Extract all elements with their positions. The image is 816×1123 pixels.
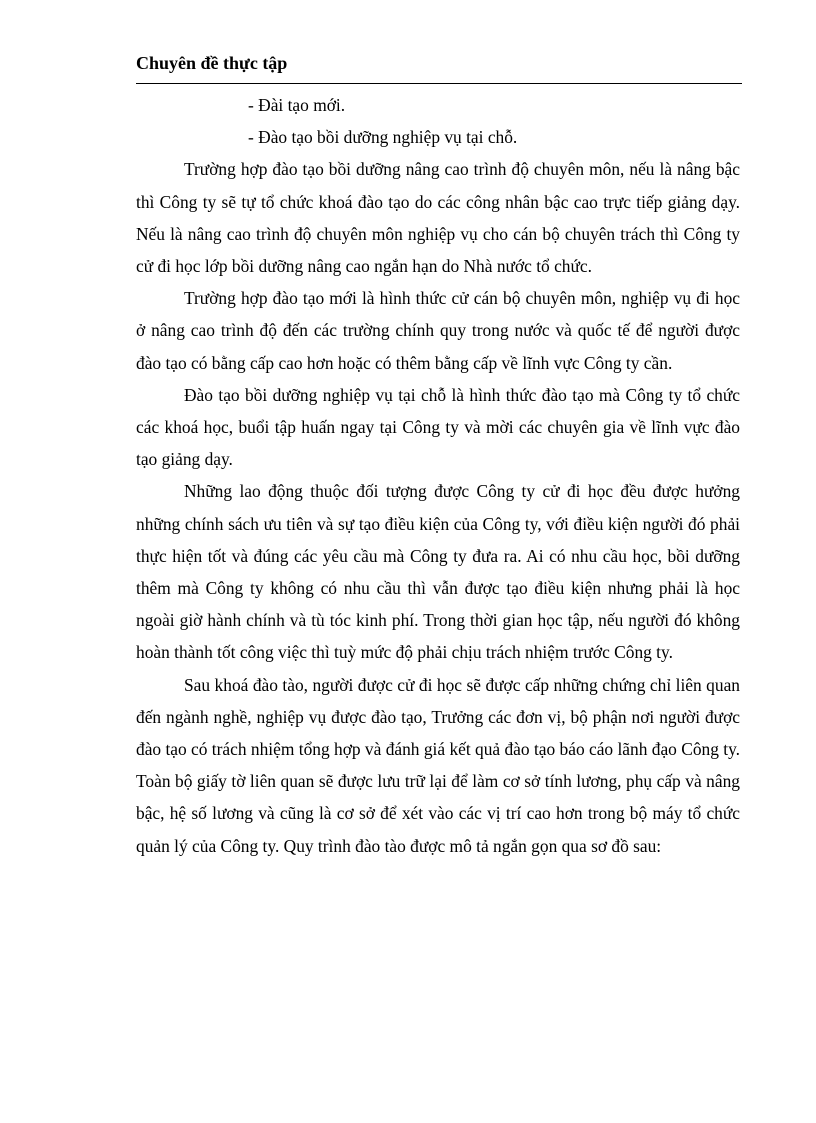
paragraph-employee-policy: Những lao động thuộc đối tượng được Công ty cử đi học đều được hưởng những chính sách ưu tiên và sự tạo điều kiện của Công ty, với điều kiện người đó phải thực hiện tốt và đúng các yêu cầu mà Công ty đưa ra. Ai có nhu cầu học, bồi dưỡng thêm mà Công ty không có nhu cầu thì vẫn được tạo điều kiện nhưng phải là học ngoài giờ hành chính và tù tóc kinh phí. Trong thời gian học tập, nếu người đó không hoàn thành tốt công việc thì tuỳ mức độ phải chịu trách nhiệm trước Công ty. [136,481,740,663]
document-body [136,89,740,862]
header-divider [136,83,742,84]
paragraph-onsite-training: Đào tạo bồi dưỡng nghiệp vụ tại chỗ là hình thức đào tạo mà Công ty tổ chức các khoá học, buổi tập huấn ngay tại Công ty và mời các chuyên gia về lĩnh vực đào tạo giảng dạy. [136,384,740,470]
page-header [136,50,742,76]
paragraph-advanced-training: Trường hợp đào tạo bồi dưỡng nâng cao trình độ chuyên môn, nếu là nâng bậc thì Công ty sẽ tự tổ chức khoá đào tạo do các công nhân bậc cao trực tiếp giảng dạy. Nếu là nâng cao trình độ chuyên môn nghiệp vụ cho cán bộ chuyên trách thì Công ty cử đi học lớp bồi dưỡng nâng cao ngắn hạn do Nhà nước tổ chức. [136,159,740,277]
bullet-item-onsite-training: - Đào tạo bồi dưỡng nghiệp vụ tại chỗ. [248,127,518,148]
bullet-item-new-training: - Đài tạo mới. [248,95,346,115]
paragraph-new-training: Trường hợp đào tạo mới là hình thức cử cán bộ chuyên môn, nghiệp vụ đi học ở nâng cao trình độ đến các trường chính quy trong nước và quốc tế để người được đào tạo có bằng cấp cao hơn hoặc có thêm bằng cấp về lĩnh vực Công ty cần. [136,288,740,373]
page-header-title: Chuyên đề thực tập [136,53,288,73]
paragraph-after-training: Sau khoá đào tào, người được cử đi học sẽ được cấp những chứng chỉ liên quan đến ngành nghề, nghiệp vụ được đào tạo, Trưởng các đơn vị, bộ phận nơi người được đào tạo có trách nhiệm tổng hợp và đánh giá kết quả đào tạo báo cáo lãnh đạo Công ty. Toàn bộ giấy tờ liên quan sẽ được lưu trữ lại để làm cơ sở tính lương, phụ cấp và nâng bậc, hệ số lương và cũng là cơ sở để xét vào các vị trí cao hơn trong bộ máy tổ chức quản lý của Công ty. Quy trình đào tào được mô tả ngắn gọn qua sơ đồ sau: [136,674,741,856]
